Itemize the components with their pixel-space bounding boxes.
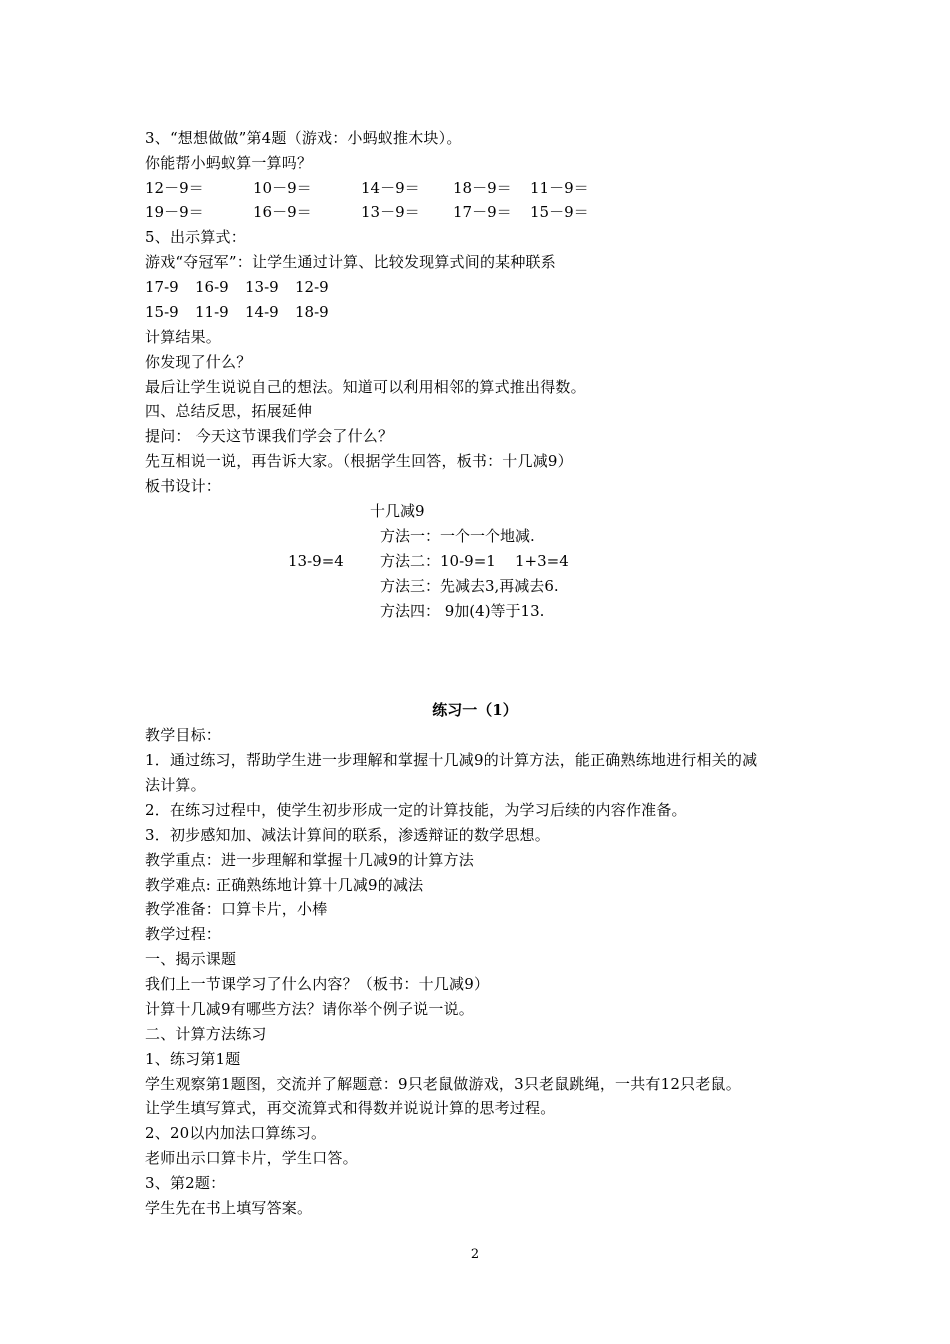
expression: 17-9 [145, 278, 179, 296]
expression: 18-9 [295, 303, 329, 321]
expression: 18－9＝ [453, 179, 512, 197]
board-method-2-step: 1+3=4 [515, 552, 569, 570]
board-equation: 13-9=4 [288, 552, 344, 570]
expression: 13－9＝ [361, 203, 420, 221]
key-point: 教学重点：进一步理解和掌握十几减9的计算方法 [145, 851, 474, 869]
page-number: 2 [470, 1247, 480, 1262]
part1-heading: 一、揭示课题 [145, 950, 237, 968]
expression: 14－9＝ [361, 179, 420, 197]
expression: 15-9 [145, 303, 179, 321]
goal-1-cont: 法计算。 [145, 776, 206, 794]
expression: 16－9＝ [253, 203, 312, 221]
calc-result: 计算结果。 [145, 328, 222, 346]
goal-2: 2．在练习过程中，使学生初步形成一定的计算技能，为学习后续的内容作准备。 [145, 801, 687, 819]
q3-title: 3、“想想做做”第4题（游戏：小蚂蚁推木块）。 [145, 129, 462, 147]
expression: 14-9 [245, 303, 279, 321]
exercise-3-desc: 学生先在书上填写答案。 [145, 1199, 313, 1217]
part2-heading: 二、计算方法练习 [145, 1025, 267, 1043]
board-label: 板书设计： [145, 477, 222, 495]
board-method-4: 方法四： 9加(4)等于13. [380, 602, 545, 620]
q5-title: 5、出示算式： [145, 228, 246, 246]
expression: 19－9＝ [145, 203, 204, 221]
q3-prompt: 你能帮小蚂蚁算一算吗？ [145, 154, 313, 172]
expression: 12-9 [295, 278, 329, 296]
expression: 13-9 [245, 278, 279, 296]
discuss-text: 先互相说一说，再告诉大家。（根据学生回答，板书：十几减9） [145, 452, 573, 470]
exercise-2-desc: 老师出示口算卡片，学生口答。 [145, 1149, 358, 1167]
board-method-1: 方法一：一个一个地减. [380, 527, 535, 545]
part4-heading: 四、总结反思，拓展延伸 [145, 402, 313, 420]
difficulty: 教学难点: 正确熟练地计算十几减9的减法 [145, 876, 424, 894]
expression: 12－9＝ [145, 179, 204, 197]
board-method-2: 方法二：10-9=1 [380, 552, 496, 570]
q5-row-1 [145, 277, 845, 297]
board-method-3: 方法三：先减去3,再减去6. [380, 577, 559, 595]
q5-game: 游戏“夺冠军”：让学生通过计算、比较发现算式间的某种联系 [145, 253, 556, 271]
goal-3: 3．初步感知加、减法计算间的联系，渗透辩证的数学思想。 [145, 826, 550, 844]
q3-row-2 [145, 202, 845, 222]
preparation: 教学准备：口算卡片，小棒 [145, 900, 328, 918]
exercise-1-desc: 学生观察第1题图，交流并了解题意：9只老鼠做游戏，3只老鼠跳绳，一共有12只老鼠。 [145, 1075, 741, 1093]
expression: 15－9＝ [530, 203, 589, 221]
goal-1: 1．通过练习，帮助学生进一步理解和掌握十几减9的计算方法，能正确熟练地进行相关的减 [145, 751, 758, 769]
exercise-1: 1、练习第1题 [145, 1050, 241, 1068]
final-text: 最后让学生说说自己的想法。知道可以利用相邻的算式推出得数。 [145, 378, 586, 396]
expression: 16-9 [195, 278, 229, 296]
expression: 10－9＝ [253, 179, 312, 197]
question-text: 提问： 今天这节课我们学会了什么？ [145, 427, 394, 445]
exercise-2: 2、20以内加法口算练习。 [145, 1124, 327, 1142]
methods-question: 计算十几减9有哪些方法？请你举个例子说一说。 [145, 1000, 474, 1018]
exercise-1-desc-2: 让学生填写算式，再交流算式和得数并说说计算的思考过程。 [145, 1099, 556, 1117]
section-title: 练习一（1） [432, 701, 518, 719]
expression: 17－9＝ [453, 203, 512, 221]
expression: 11－9＝ [530, 179, 589, 197]
exercise-3: 3、第2题： [145, 1174, 226, 1192]
process-label: 教学过程： [145, 925, 222, 943]
discover-question: 你发现了什么？ [145, 353, 252, 371]
q3-row-1 [145, 178, 845, 198]
goals-label: 教学目标： [145, 726, 222, 744]
review-text: 我们上一节课学习了什么内容？（板书：十几减9） [145, 975, 490, 993]
expression: 11-9 [195, 303, 229, 321]
board-title: 十几减9 [370, 502, 425, 520]
q5-row-2 [145, 302, 845, 322]
